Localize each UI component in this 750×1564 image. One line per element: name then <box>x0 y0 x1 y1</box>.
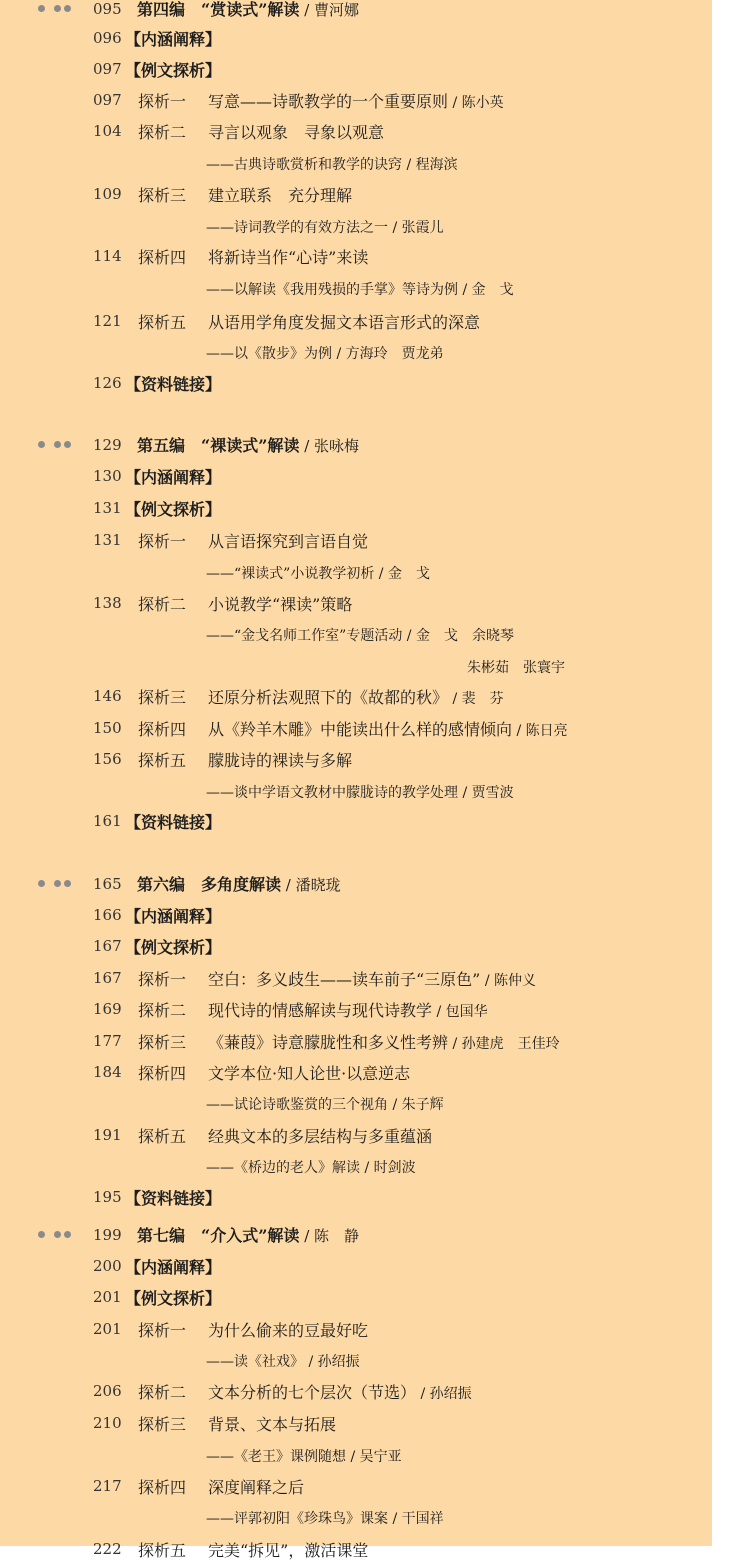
article-tag: 探析一 <box>138 532 187 551</box>
toc-article-entry[interactable] <box>0 1408 712 1438</box>
article-title-text: 《蒹葭》诗意朦胧性和多义性考辨 <box>208 1033 449 1052</box>
article-title-text: 文本分析的七个层次（节选） <box>208 1383 417 1402</box>
toc-article-entry[interactable] <box>0 1057 712 1087</box>
part-author: 曹河娜 <box>314 1 360 19</box>
separator: / <box>458 785 472 801</box>
part-heading[interactable] <box>0 430 712 460</box>
article-subtitle <box>206 625 514 645</box>
toc-subtitle-line <box>0 148 712 178</box>
part-title <box>137 1223 359 1246</box>
article-title <box>208 1030 560 1053</box>
page-number: 096 <box>93 29 122 47</box>
toc-author-line <box>0 651 712 681</box>
article-author: 裴 芬 <box>461 691 504 707</box>
bullet-dot <box>64 880 71 887</box>
separator: / <box>360 1160 374 1176</box>
article-title <box>208 998 488 1021</box>
article-author: 陈仲义 <box>494 973 536 989</box>
toc-article-entry[interactable] <box>0 713 712 743</box>
toc-subtitle-line <box>0 337 712 367</box>
article-subtitle <box>206 279 514 299</box>
article-title <box>208 685 504 708</box>
separator: / <box>388 220 402 236</box>
article-title-text: 深度阐释之后 <box>208 1478 305 1497</box>
article-title-text: 写意——诗歌教学的一个重要原则 <box>208 92 449 111</box>
bullet-dot <box>38 1231 45 1238</box>
article-author: 孙绍振 <box>429 1386 472 1402</box>
toc-article-entry[interactable] <box>0 1120 712 1150</box>
page-number: 130 <box>93 467 122 485</box>
toc-section-entry[interactable] <box>0 1251 712 1281</box>
bullet-dot <box>54 880 61 887</box>
article-title-text: 还原分析法观照下的《故都的秋》 <box>208 688 449 707</box>
page-number: 138 <box>93 594 122 612</box>
article-tag: 探析四 <box>138 720 187 739</box>
toc-subtitle-line <box>0 1345 712 1375</box>
toc-subtitle-line <box>0 273 712 303</box>
bullet-dot <box>38 880 45 887</box>
article-title <box>208 1475 304 1498</box>
separator: / <box>402 157 416 173</box>
article-tag: 探析四 <box>138 1478 187 1497</box>
article-title-text: 经典文本的多层结构与多重蕴涵 <box>208 1127 433 1146</box>
subtitle-text: ——以《散步》为例 <box>206 346 332 362</box>
separator: / <box>480 973 494 989</box>
page-number: 146 <box>93 687 122 705</box>
separator: / <box>448 95 462 111</box>
page-number: 095 <box>93 0 122 18</box>
bullet-dot <box>38 5 45 12</box>
part-bullet-icon <box>36 880 76 888</box>
separator: / <box>332 346 346 362</box>
toc-article-entry[interactable] <box>0 1026 712 1056</box>
subtitle-text: ——“裸读式”小说教学初析 <box>206 566 375 582</box>
article-title <box>208 1124 432 1147</box>
page-number: 167 <box>93 969 122 987</box>
toc-article-entry[interactable] <box>0 85 712 115</box>
page-number: 104 <box>93 122 122 140</box>
article-author: 包国华 <box>445 1004 488 1020</box>
article-tag: 探析一 <box>138 970 187 989</box>
article-author: 金 戈 余晓琴 <box>415 628 514 644</box>
article-title-text: 空白：多义歧生——读车前子“三原色” <box>208 970 481 989</box>
part-title-text: 第六编 多角度解读 <box>137 875 282 894</box>
toc-article-entry[interactable] <box>0 994 712 1024</box>
article-title <box>208 120 384 143</box>
toc-section-entry[interactable] <box>0 806 712 836</box>
part-title <box>137 0 359 20</box>
article-title <box>208 245 368 268</box>
subtitle-text: ——“金戈名师工作室”专题活动 <box>206 628 403 644</box>
article-author: 干国祥 <box>401 1511 444 1527</box>
part-heading[interactable] <box>0 1220 712 1250</box>
article-subtitle <box>206 154 458 174</box>
page-number: 156 <box>93 750 122 768</box>
part-title-text: 第七编 “介入式”解读 <box>137 1226 300 1245</box>
article-author: 陈日亮 <box>525 723 568 739</box>
subtitle-text: ——诗词教学的有效方法之一 <box>206 220 388 236</box>
page-number: 166 <box>93 906 122 924</box>
toc-section-entry[interactable] <box>0 900 712 930</box>
page-number: 169 <box>93 1000 122 1018</box>
page-number: 161 <box>93 812 122 830</box>
article-title <box>208 310 480 333</box>
article-title-text: 从《羚羊木雕》中能读出什么样的感情倾向 <box>208 720 513 739</box>
article-tag: 探析五 <box>138 1541 187 1560</box>
toc-article-entry[interactable] <box>0 1534 712 1564</box>
article-title <box>208 592 352 615</box>
article-title-text: 为什么偷来的豆最好吃 <box>208 1321 369 1340</box>
separator: / <box>388 1511 402 1527</box>
article-author: 陈小英 <box>461 95 504 111</box>
toc-section-entry[interactable] <box>0 461 712 491</box>
toc-article-entry[interactable] <box>0 744 712 774</box>
section-label: 【内涵阐释】 <box>125 907 222 926</box>
separator: / <box>448 691 462 707</box>
page-number: 167 <box>93 937 122 955</box>
article-tag: 探析一 <box>138 92 187 111</box>
article-title <box>208 1318 368 1341</box>
article-tag: 探析三 <box>138 688 187 707</box>
toc-subtitle-line <box>0 619 712 649</box>
article-title-text: 小说教学“裸读”策略 <box>208 595 353 614</box>
article-author: 朱彬茹 张寰宇 <box>467 660 565 676</box>
subtitle-text: ——读《社戏》 <box>206 1354 304 1370</box>
toc-article-entry[interactable] <box>0 1471 712 1501</box>
section-label: 【内涵阐释】 <box>125 1258 222 1277</box>
article-title-text: 从言语探究到言语自觉 <box>208 532 369 551</box>
article-author: 时剑波 <box>373 1160 416 1176</box>
article-title-text: 寻言以观象 寻象以观意 <box>208 123 385 142</box>
part-title-text: 第五编 “裸读式”解读 <box>137 436 300 455</box>
toc-section-entry[interactable] <box>0 493 712 523</box>
subtitle-text: ——《桥边的老人》解读 <box>206 1160 360 1176</box>
article-author: 程海滨 <box>415 157 458 173</box>
section-label: 【内涵阐释】 <box>125 30 222 49</box>
part-author: 陈 静 <box>314 1227 360 1245</box>
toc-article-entry[interactable] <box>0 1376 712 1406</box>
article-subtitle <box>206 1446 402 1466</box>
article-subtitle <box>206 217 444 237</box>
article-author: 张霞儿 <box>401 220 444 236</box>
part-bullet-icon <box>36 5 76 13</box>
page-number: 201 <box>93 1288 122 1306</box>
article-title <box>208 183 352 206</box>
toc-subtitle-line <box>0 776 712 806</box>
separator: / <box>448 1036 462 1052</box>
article-tag: 探析一 <box>138 1321 187 1340</box>
page-number: 191 <box>93 1126 122 1144</box>
page-number: 131 <box>93 499 122 517</box>
page-number: 222 <box>93 1540 122 1558</box>
article-author: 贾雪波 <box>471 785 514 801</box>
page-number: 126 <box>93 374 122 392</box>
toc-subtitle-line <box>0 1502 712 1532</box>
article-title <box>208 89 504 112</box>
page-number: 150 <box>93 719 122 737</box>
article-title <box>208 1061 410 1084</box>
article-tag: 探析四 <box>138 1064 187 1083</box>
toc-article-entry[interactable] <box>0 963 712 993</box>
article-title-text: 文学本位·知人论世·以意逆志 <box>208 1064 411 1083</box>
part-author: 张咏梅 <box>314 437 360 455</box>
article-title-text: 朦胧诗的裸读与多解 <box>208 751 353 770</box>
article-tag: 探析四 <box>138 248 187 267</box>
separator: / <box>402 628 416 644</box>
toc-article-entry[interactable] <box>0 116 712 146</box>
section-label: 【例文探析】 <box>125 1289 222 1308</box>
section-label: 【资料链接】 <box>125 813 222 832</box>
toc-section-entry[interactable] <box>0 368 712 398</box>
separator: / <box>299 437 315 455</box>
article-title <box>208 717 568 740</box>
bullet-dot <box>64 5 71 12</box>
section-label: 【例文探析】 <box>125 61 222 80</box>
article-title <box>208 529 368 552</box>
article-title-text: 背景、文本与拓展 <box>208 1415 337 1434</box>
bullet-dot <box>54 1231 61 1238</box>
part-title <box>137 872 341 895</box>
section-label: 【资料链接】 <box>125 1189 222 1208</box>
bullet-dot <box>54 5 61 12</box>
toc-article-entry[interactable] <box>0 306 712 336</box>
article-subtitle <box>206 1094 444 1114</box>
subtitle-text: ——谈中学语文教材中朦胧诗的教学处理 <box>206 785 458 801</box>
part-title-text: 第四编 “赏读式”解读 <box>137 0 300 19</box>
bullet-dot <box>54 441 61 448</box>
article-tag: 探析五 <box>138 751 187 770</box>
toc-subtitle-line <box>0 1088 712 1118</box>
article-author: 孙建虎 王佳玲 <box>461 1036 560 1052</box>
page-number: 165 <box>93 875 122 893</box>
section-label: 【资料链接】 <box>125 375 222 394</box>
article-subtitle <box>206 782 514 802</box>
article-title-text: 从语用学角度发掘文本语言形式的深意 <box>208 313 481 332</box>
toc-article-entry[interactable] <box>0 681 712 711</box>
article-subtitle <box>206 1508 444 1528</box>
article-author: 金 戈 <box>471 282 514 298</box>
article-subtitle <box>206 343 444 363</box>
section-label: 【例文探析】 <box>125 500 222 519</box>
page-number: 177 <box>93 1032 122 1050</box>
toc-subtitle-line <box>0 1151 712 1181</box>
page-number: 210 <box>93 1414 122 1432</box>
article-subtitle <box>206 1157 416 1177</box>
separator: / <box>388 1097 402 1113</box>
part-title <box>137 433 359 456</box>
article-title <box>208 967 536 990</box>
page-number: 097 <box>93 60 122 78</box>
article-author: 朱子辉 <box>401 1097 444 1113</box>
page-number: 201 <box>93 1320 122 1338</box>
page-number: 131 <box>93 531 122 549</box>
separator: / <box>432 1004 446 1020</box>
bullet-dot <box>38 441 45 448</box>
separator: / <box>416 1386 430 1402</box>
toc-subtitle-line <box>0 211 712 241</box>
page-number: 206 <box>93 1382 122 1400</box>
separator: / <box>458 282 472 298</box>
separator: / <box>346 1449 360 1465</box>
subtitle-text: ——《老王》课例随想 <box>206 1449 346 1465</box>
separator: / <box>512 723 526 739</box>
part-bullet-icon <box>36 1231 76 1239</box>
page-number: 200 <box>93 1257 122 1275</box>
bullet-dot <box>64 1231 71 1238</box>
toc-article-entry[interactable] <box>0 525 712 555</box>
page-number: 195 <box>93 1188 122 1206</box>
subtitle-text: ——试论诗歌鉴赏的三个视角 <box>206 1097 388 1113</box>
article-tag: 探析二 <box>138 1001 187 1020</box>
article-subtitle <box>206 1351 360 1371</box>
toc-section-entry[interactable] <box>0 54 712 84</box>
article-author: 孙绍振 <box>317 1354 360 1370</box>
separator: / <box>374 566 388 582</box>
article-title-text: 建立联系 充分理解 <box>208 186 353 205</box>
part-bullet-icon <box>36 441 76 449</box>
page-number: 097 <box>93 91 122 109</box>
section-label: 【例文探析】 <box>125 938 222 957</box>
article-title-text: 将新诗当作“心诗”来读 <box>208 248 369 267</box>
subtitle-text: ——古典诗歌赏析和教学的诀窍 <box>206 157 402 173</box>
part-heading[interactable] <box>0 0 712 24</box>
page-number: 129 <box>93 436 122 454</box>
toc-subtitle-line <box>0 1440 712 1470</box>
article-title-text: 现代诗的情感解读与现代诗教学 <box>208 1001 433 1020</box>
article-author: 金 戈 <box>387 566 430 582</box>
page-number: 217 <box>93 1477 122 1495</box>
toc-section-entry[interactable] <box>0 23 712 53</box>
part-author: 潘晓珑 <box>295 876 341 894</box>
toc-subtitle-line <box>0 557 712 587</box>
article-tag: 探析三 <box>138 1415 187 1434</box>
article-author: 方海玲 贾龙弟 <box>345 346 444 362</box>
article-title-text: 完美“拆见”，激活课堂 <box>208 1541 369 1560</box>
article-title <box>208 748 352 771</box>
article-tag: 探析五 <box>138 1127 187 1146</box>
article-tag: 探析二 <box>138 1383 187 1402</box>
article-tag: 探析三 <box>138 186 187 205</box>
separator: / <box>299 1 315 19</box>
article-tag: 探析二 <box>138 123 187 142</box>
page-number: 184 <box>93 1063 122 1081</box>
toc-article-entry[interactable] <box>0 179 712 209</box>
bullet-dot <box>64 441 71 448</box>
toc-article-entry[interactable] <box>0 1314 712 1344</box>
article-tag: 探析五 <box>138 313 187 332</box>
toc-section-entry[interactable] <box>0 1282 712 1312</box>
toc-section-entry[interactable] <box>0 931 712 961</box>
page-number: 114 <box>93 247 122 265</box>
subtitle-text: ——评郭初阳《珍珠鸟》课案 <box>206 1511 388 1527</box>
toc-section-entry[interactable] <box>0 1182 712 1212</box>
page-number: 121 <box>93 312 122 330</box>
part-heading[interactable] <box>0 869 712 899</box>
subtitle-text: ——以解读《我用残损的手掌》等诗为例 <box>206 282 458 298</box>
article-title <box>208 1380 472 1403</box>
toc-article-entry[interactable] <box>0 241 712 271</box>
separator: / <box>304 1354 318 1370</box>
toc-article-entry[interactable] <box>0 588 712 618</box>
page-number: 199 <box>93 1226 122 1244</box>
article-title <box>208 1538 368 1561</box>
article-author: 吴宁亚 <box>359 1449 402 1465</box>
article-tag: 探析二 <box>138 595 187 614</box>
article-title <box>208 1412 336 1435</box>
section-label: 【内涵阐释】 <box>125 468 222 487</box>
article-subtitle <box>206 563 430 583</box>
separator: / <box>281 876 296 894</box>
page-number: 109 <box>93 185 122 203</box>
separator: / <box>299 1227 315 1245</box>
article-tag: 探析三 <box>138 1033 187 1052</box>
